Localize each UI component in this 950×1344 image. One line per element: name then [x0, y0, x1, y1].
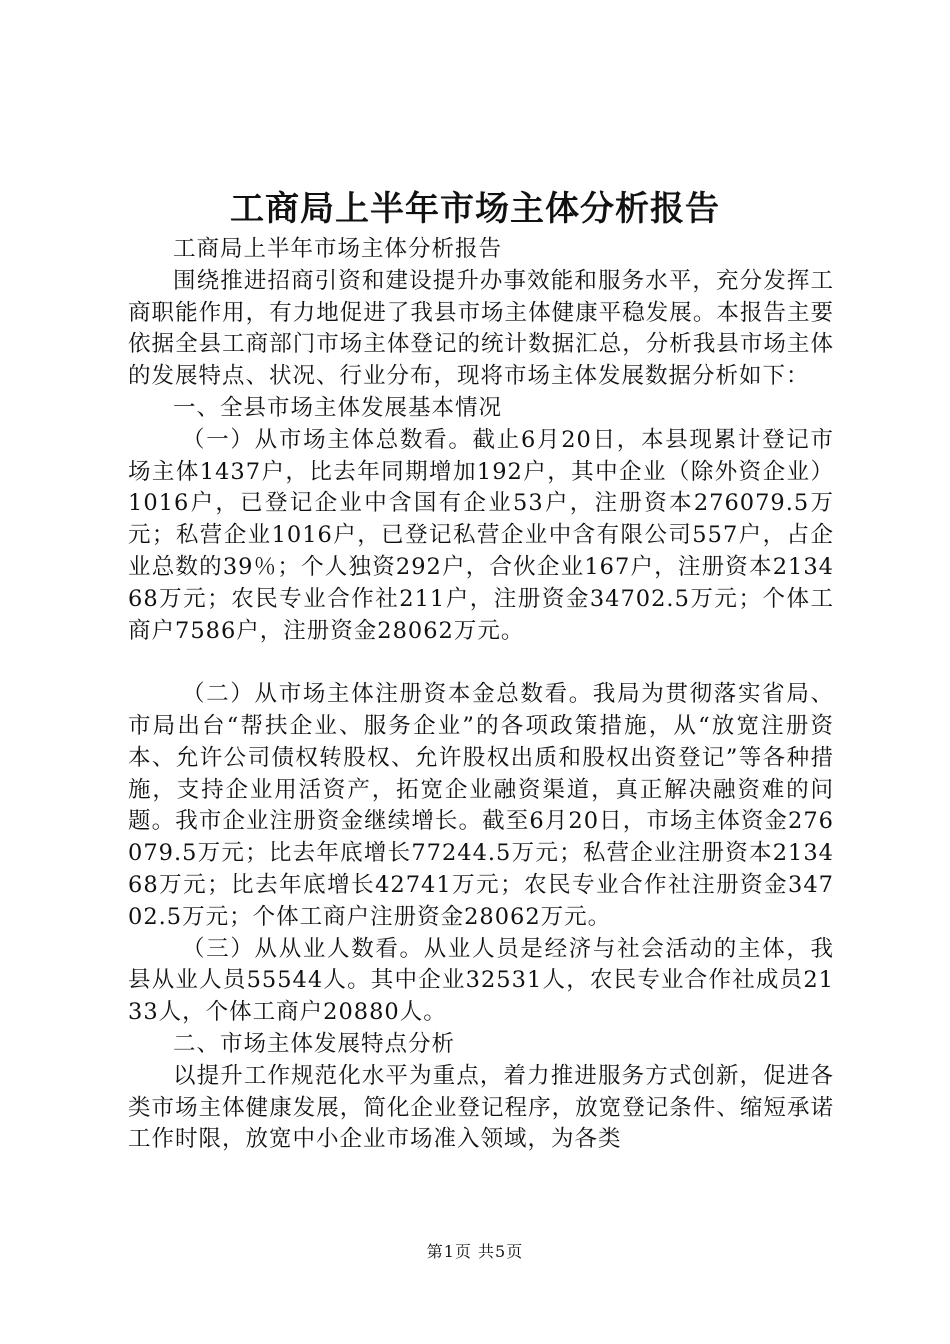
- paragraph-intro: 围绕推进招商引资和建设提升办事效能和服务水平，充分发挥工商职能作用，有力地促进了我县市场主体健康平稳发展。本报告主要依据全县工商部门市场主体登记的统计数据汇总，分析我县市场主体的发展特点、状况、行业分布，现将市场主体发展数据分析如下：: [128, 267, 834, 390]
- paragraph-features: 以提升工作规范化水平为重点，着力推进服务方式创新，促进各类市场主体健康发展，简化企业登记程序，放宽登记条件、缩短承诺工作时限，放宽中小企业市场准入领域，为各类: [128, 1062, 834, 1153]
- paragraph-total-entities: （一）从市场主体总数看。截止6月20日，本县现累计登记市场主体1437户，比去年同期增加192户，其中企业（除外资企业）1016户，已登记企业中含国有企业53户，注册资本276079.5万元；私营企业1016户，已登记私营企业中含有限公司557户，占企业总数的39％；个人独资292户，合伙企业167户，注册资本213468万元；农民专业合作社211户，注册资金34702.5万元；个体工商户7586户，注册资金28062万元。: [128, 426, 834, 644]
- section-heading-2: 二、市场主体发展特点分析: [173, 1030, 456, 1057]
- document-body: [128, 234, 834, 1156]
- paragraph-registered-capital: （二）从市场主体注册资本金总数看。我局为贯彻落实省局、市局出台“帮扶企业、服务企业”的各项政策措施，从“放宽注册资本、允许公司债权转股权、允许股权出质和股权出资登记”等各种措施，支持企业用活资产，拓宽企业融资渠道，真正解决融资难的问题。我市企业注册资金继续增长。截至6月20日，市场主体资金276079.5万元；比去年底增长77244.5万元；私营企业注册资本213468万元；比去年底增长42741万元；农民专业合作社注册资金34702.5万元；个体工商户注册资金28062万元。: [128, 681, 834, 930]
- section-heading-1: 一、全县市场主体发展基本情况: [173, 394, 503, 421]
- page-number-footer: 第1页 共5页: [426, 1242, 524, 1261]
- paragraph-subtitle: 工商局上半年市场主体分析报告: [173, 236, 503, 262]
- blank-line: [128, 647, 834, 679]
- paragraph-employment: （三）从从业人数看。从业人员是经济与社会活动的主体，我县从业人员55544人。其中企业32531人，农民专业合作社成员2133人，个体工商户20880人。: [128, 935, 834, 1026]
- document-title: 工商局上半年市场主体分析报告: [230, 189, 720, 229]
